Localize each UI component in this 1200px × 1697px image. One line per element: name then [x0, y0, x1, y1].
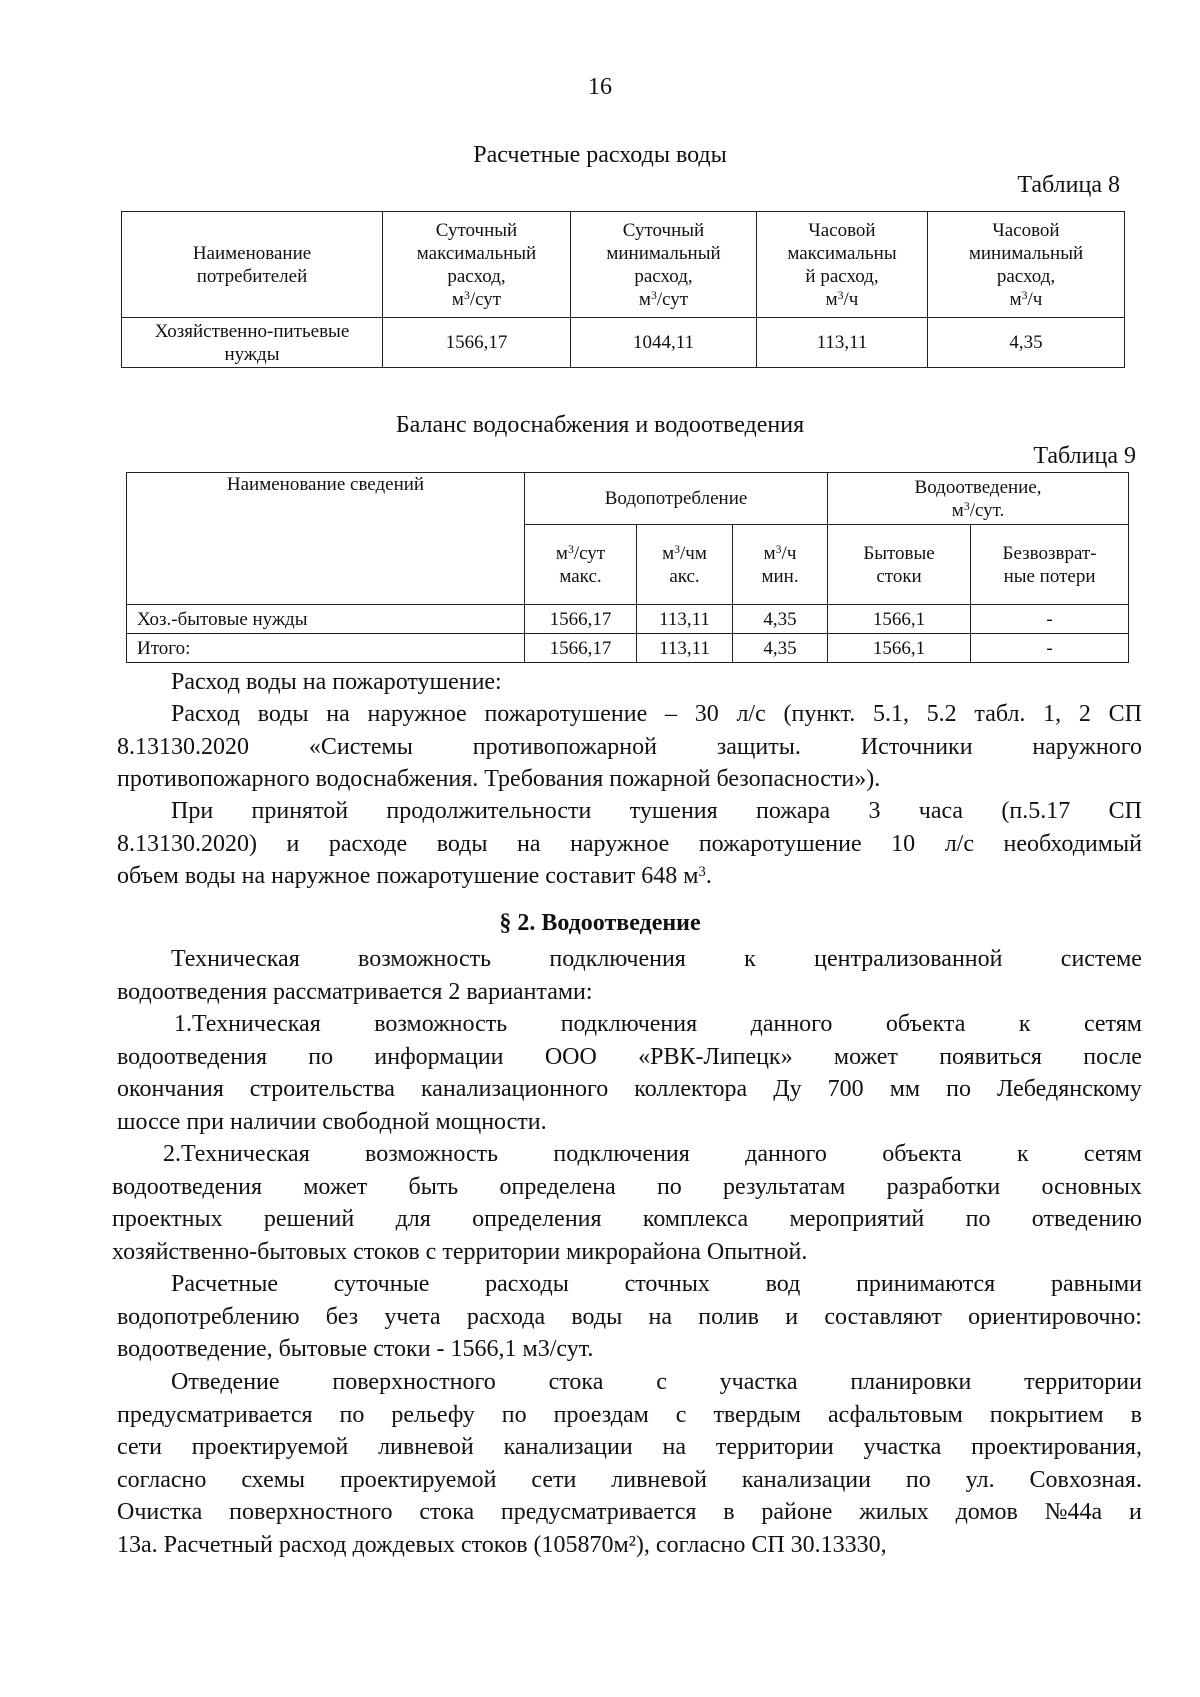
- fire-heading: Расход воды на пожаротушение:: [171, 669, 502, 695]
- word: принимаются: [856, 1271, 996, 1297]
- word: для: [395, 1206, 431, 1232]
- word: ориентировочно:: [968, 1303, 1142, 1330]
- word: данного: [750, 1011, 833, 1037]
- word: возможность: [374, 1011, 508, 1037]
- word: проектируемой: [191, 1434, 349, 1460]
- text-line: [112, 1203, 1142, 1236]
- word: отведению: [1031, 1206, 1142, 1232]
- word: 5.1,: [872, 701, 909, 727]
- word: табл.: [974, 701, 1026, 727]
- table9-row-name: Итого:: [127, 634, 525, 663]
- table8-caption: Таблица 8: [1017, 172, 1120, 198]
- text-line: [117, 1268, 1142, 1301]
- word: тушения: [629, 798, 718, 824]
- word: подключения: [549, 946, 686, 972]
- word: подключения: [553, 1141, 690, 1167]
- word: воды: [571, 1303, 623, 1330]
- table9-title: Баланс водоснабжения и водоотведения: [395, 412, 805, 438]
- word: в: [723, 1499, 735, 1525]
- word: возможность: [358, 946, 492, 972]
- word: 5.2: [926, 701, 957, 727]
- word: Расчетные: [171, 1271, 279, 1297]
- table9-subheader: $м^3/чм$ акс.: [637, 525, 733, 605]
- text-line: шоссе при наличии свободной мощности.: [117, 1108, 547, 1135]
- word: ливневой: [611, 1466, 707, 1493]
- word: СП: [1108, 701, 1142, 727]
- table8-cell: 113,11: [757, 318, 928, 368]
- word: 1,: [1043, 701, 1062, 727]
- table8-cell: 1566,17: [383, 318, 571, 368]
- word: покрытием: [989, 1401, 1104, 1428]
- word: жилых: [859, 1499, 929, 1525]
- word: домов: [955, 1499, 1018, 1525]
- text-line: [112, 1138, 1142, 1171]
- table8-header-daily-min: Суточный минимальный расход, $м^3$/сут: [571, 212, 757, 318]
- word: воды: [436, 830, 488, 857]
- word: по: [339, 1401, 365, 1428]
- word: и: [286, 830, 300, 857]
- word: пожаротушение: [484, 701, 648, 727]
- word: к: [1016, 1141, 1029, 1167]
- word: расходы: [485, 1271, 569, 1297]
- table9-header-disposal: Водоотведение, $м^3$/сут.: [828, 473, 1129, 525]
- word: после: [1083, 1043, 1142, 1070]
- word: Источники: [860, 733, 973, 760]
- table9-row-name: Хоз.-бытовые нужды: [127, 605, 525, 634]
- table8-header-name: Наименование потребителей: [122, 212, 383, 318]
- word: быть: [408, 1173, 459, 1200]
- word: по: [965, 1206, 991, 1232]
- word: по: [946, 1076, 971, 1102]
- word: наружное: [570, 830, 670, 857]
- word: проектируемой: [339, 1466, 497, 1493]
- text-line: [117, 731, 1142, 764]
- word: расходе: [328, 830, 408, 857]
- page-number: 16: [588, 74, 612, 100]
- text-line: [117, 1464, 1142, 1497]
- word: мм: [889, 1076, 921, 1102]
- word: №44а: [1044, 1499, 1103, 1525]
- word: (пункт.: [783, 701, 856, 727]
- word: предусматривается: [117, 1401, 313, 1428]
- word: объекта: [882, 1141, 962, 1167]
- text-line: [117, 1073, 1142, 1106]
- word: При: [171, 798, 214, 824]
- word: поверхностного: [229, 1499, 393, 1525]
- word: данного: [745, 1141, 827, 1167]
- table9-header-row: [127, 473, 1129, 525]
- word: –: [664, 701, 677, 727]
- table9-caption: Таблица 9: [1033, 443, 1136, 469]
- word: (п.5.17: [1001, 798, 1071, 824]
- word: проектных: [112, 1206, 223, 1232]
- table8-header-hourly-min: Часовой минимальный расход, $м^3/ч$: [928, 212, 1125, 318]
- table9-cell: 1566,1: [828, 634, 971, 663]
- text-line: [117, 1496, 1142, 1529]
- word: определения: [472, 1206, 602, 1232]
- word: участка: [863, 1434, 942, 1460]
- word: сетям: [1083, 1141, 1142, 1167]
- word: ул.: [965, 1466, 995, 1493]
- table8-header-hourly-max: Часовой максимальны й расход, $м^3/ч$: [757, 212, 928, 318]
- word: появиться: [939, 1043, 1042, 1070]
- word: канализации: [741, 1466, 871, 1493]
- word: СП: [1108, 798, 1142, 824]
- word: л/с: [944, 830, 974, 857]
- word: согласно: [117, 1466, 207, 1493]
- word: наружное: [367, 701, 467, 727]
- text-line: [117, 795, 1142, 828]
- word: строительства: [249, 1076, 395, 1102]
- word: наружного: [1032, 733, 1142, 760]
- word: вод: [765, 1271, 801, 1297]
- text-line: [117, 698, 1142, 731]
- word: учета: [384, 1303, 441, 1330]
- word: твердым: [713, 1401, 801, 1428]
- table9-cell: -: [971, 605, 1129, 634]
- word: канализации: [503, 1434, 633, 1460]
- word: воды: [257, 701, 309, 727]
- word: водоотведения: [117, 1043, 267, 1070]
- word: пожара: [756, 798, 831, 824]
- word: Расход: [171, 701, 240, 727]
- word: с: [675, 1401, 687, 1428]
- word: «Системы: [308, 733, 413, 760]
- word: канализационного: [420, 1076, 609, 1102]
- word: Ду: [773, 1076, 802, 1102]
- word: суточные: [333, 1271, 430, 1297]
- word: 10: [891, 830, 916, 857]
- word: по: [501, 1401, 527, 1428]
- word: по: [308, 1043, 334, 1070]
- section2-item1: [117, 1008, 1142, 1138]
- table8-title: Расчетные расходы воды: [473, 142, 727, 168]
- word: ливневой: [378, 1434, 474, 1460]
- word: необходимый: [1003, 830, 1142, 857]
- word: 700: [827, 1076, 864, 1102]
- table-row: [127, 634, 1129, 663]
- word: результатам: [723, 1173, 846, 1200]
- word: и: [785, 1303, 799, 1330]
- word: на: [517, 830, 541, 857]
- fire-heading-paragraph: [117, 666, 1142, 699]
- fire-volume-text: объем воды на наружное пожаротушение составит 648 м: [117, 863, 699, 889]
- word: может: [833, 1043, 898, 1070]
- word: возможность: [365, 1141, 499, 1167]
- word: Отведение: [171, 1369, 280, 1395]
- word: «РВК-Липецк»: [638, 1043, 793, 1070]
- fire-paragraph-2: [117, 795, 1142, 893]
- word: ООО: [544, 1043, 597, 1070]
- word: коллектора: [634, 1076, 748, 1102]
- text-line: [117, 1399, 1142, 1432]
- word: по: [656, 1173, 682, 1200]
- table9: [126, 472, 1129, 663]
- section2-surface-paragraph: [117, 1366, 1142, 1561]
- text-line: водоотведение, бытовые стоки - 1566,1 м3/сут.: [117, 1336, 594, 1362]
- table-row: [122, 318, 1125, 368]
- word: сетям: [1083, 1011, 1142, 1037]
- word: в: [1130, 1401, 1142, 1428]
- text-line: [117, 828, 1142, 861]
- word: Совхозная.: [1029, 1466, 1142, 1493]
- word: расхода: [466, 1303, 546, 1330]
- word: к: [1018, 1011, 1031, 1037]
- word: централизованной: [814, 946, 1003, 972]
- section2-item2: [112, 1138, 1142, 1268]
- word: Очистка: [117, 1499, 203, 1525]
- table8-row-name: Хозяйственно-питьевые нужды: [122, 318, 383, 368]
- word: разработки: [886, 1173, 1001, 1200]
- word: 8.13130.2020): [117, 830, 257, 857]
- table9-cell: 4,35: [733, 605, 828, 634]
- word: проездам: [553, 1401, 649, 1428]
- word: проектирования,: [971, 1434, 1142, 1460]
- text-line: [117, 943, 1142, 976]
- word: л/с: [736, 701, 766, 727]
- table9-subheader: $м^3$/сут макс.: [525, 525, 637, 605]
- word: мероприятий: [789, 1206, 925, 1232]
- word: основных: [1041, 1173, 1142, 1200]
- table8: [121, 211, 1125, 368]
- section2-heading: § 2. Водоотведение: [499, 910, 701, 936]
- word: без: [325, 1303, 359, 1330]
- table9-header-consumption: Водопотребление: [525, 473, 828, 525]
- word: 30: [694, 701, 719, 727]
- text-line: противопожарного водоснабжения. Требования пожарной безопасности»).: [117, 766, 881, 792]
- word: объекта: [885, 1011, 966, 1037]
- word: противопожарной: [472, 733, 657, 760]
- text-line: объем воды на наружное пожаротушение составит 648 $м^3$.: [117, 863, 712, 889]
- word: поверхностного: [332, 1369, 496, 1395]
- word: 2.Техническая: [163, 1141, 310, 1167]
- word: окончания: [117, 1076, 224, 1102]
- word: решений: [263, 1206, 355, 1232]
- table8-header-daily-max: Суточный максимальный расход, $м^3$/сут: [383, 212, 571, 318]
- text-line: [112, 1171, 1142, 1204]
- text-line: [117, 1366, 1142, 1399]
- word: территории: [1024, 1369, 1142, 1395]
- word: часа: [918, 798, 964, 824]
- table9-subheader: Бытовые стоки: [828, 525, 971, 605]
- word: равными: [1050, 1271, 1142, 1297]
- word: планировки: [850, 1369, 972, 1395]
- text-line: [117, 1041, 1142, 1074]
- word: 3: [868, 798, 881, 824]
- word: пожаротушение: [698, 830, 862, 857]
- table9-cell: -: [971, 634, 1129, 663]
- word: участка: [719, 1369, 798, 1395]
- table9-cell: 113,11: [637, 634, 733, 663]
- fire-paragraph-1: [117, 698, 1142, 796]
- word: на: [648, 1303, 672, 1330]
- word: может: [303, 1173, 368, 1200]
- word: предусматривается: [500, 1499, 697, 1525]
- word: с: [656, 1369, 667, 1395]
- word: составляют: [824, 1303, 942, 1330]
- word: защиты.: [716, 733, 801, 760]
- word: принятой: [251, 798, 349, 824]
- word: полив: [698, 1303, 759, 1330]
- text-line: хозяйственно-бытовых стоков с территории микрорайона Опытной.: [112, 1238, 808, 1265]
- word: определена: [499, 1173, 616, 1200]
- word: на: [662, 1434, 687, 1460]
- text-line: [117, 1008, 1142, 1041]
- word: стока: [419, 1499, 475, 1525]
- word: рельефу: [391, 1401, 475, 1428]
- word: комплекса: [642, 1206, 749, 1232]
- word: подключения: [560, 1011, 698, 1037]
- table9-subheader: Безвозврат- ные потери: [971, 525, 1129, 605]
- table8-cell: 4,35: [928, 318, 1125, 368]
- word: водоотведения: [112, 1173, 262, 1200]
- word: 8.13130.2020: [117, 733, 249, 760]
- table8-cell: 1044,11: [571, 318, 757, 368]
- word: схемы: [241, 1466, 306, 1493]
- word: информации: [374, 1043, 504, 1070]
- word: Лебедянскому: [997, 1076, 1142, 1102]
- word: сети: [531, 1466, 577, 1493]
- text-line: [117, 1431, 1142, 1464]
- table9-cell: 113,11: [637, 605, 733, 634]
- word: и: [1129, 1499, 1142, 1525]
- text-line: [117, 1301, 1142, 1334]
- word: сети: [117, 1434, 162, 1460]
- word: продолжительности: [386, 798, 592, 824]
- word: к: [744, 946, 756, 972]
- word: водопотреблению: [117, 1303, 300, 1330]
- word: асфальтовым: [827, 1401, 963, 1428]
- word: 2: [1078, 701, 1091, 727]
- word: сточных: [624, 1271, 710, 1297]
- text-line: водоотведения рассматривается 2 вариантами:: [117, 978, 593, 1005]
- table9-cell: 1566,17: [525, 634, 637, 663]
- table8-header-row: [122, 212, 1125, 318]
- table9-cell: 4,35: [733, 634, 828, 663]
- word: системе: [1060, 946, 1142, 972]
- text-line: 13а. Расчетный расход дождевых стоков (105870м²), согласно СП 30.13330,: [117, 1531, 887, 1558]
- section2-intro: [117, 943, 1142, 1008]
- section2-flow-paragraph: [117, 1268, 1142, 1366]
- word: по: [905, 1466, 931, 1493]
- word: на: [326, 701, 350, 727]
- table-row: [127, 605, 1129, 634]
- word: районе: [761, 1499, 833, 1525]
- table9-header-name: Наименование сведений: [127, 473, 525, 605]
- table9-subheader: $м^3/ч$ мин.: [733, 525, 828, 605]
- word: Техническая: [171, 946, 300, 972]
- word: стока: [548, 1369, 604, 1395]
- word: 1.Техническая: [174, 1011, 321, 1037]
- word: территории: [715, 1434, 834, 1460]
- table9-cell: 1566,1: [828, 605, 971, 634]
- table9-cell: 1566,17: [525, 605, 637, 634]
